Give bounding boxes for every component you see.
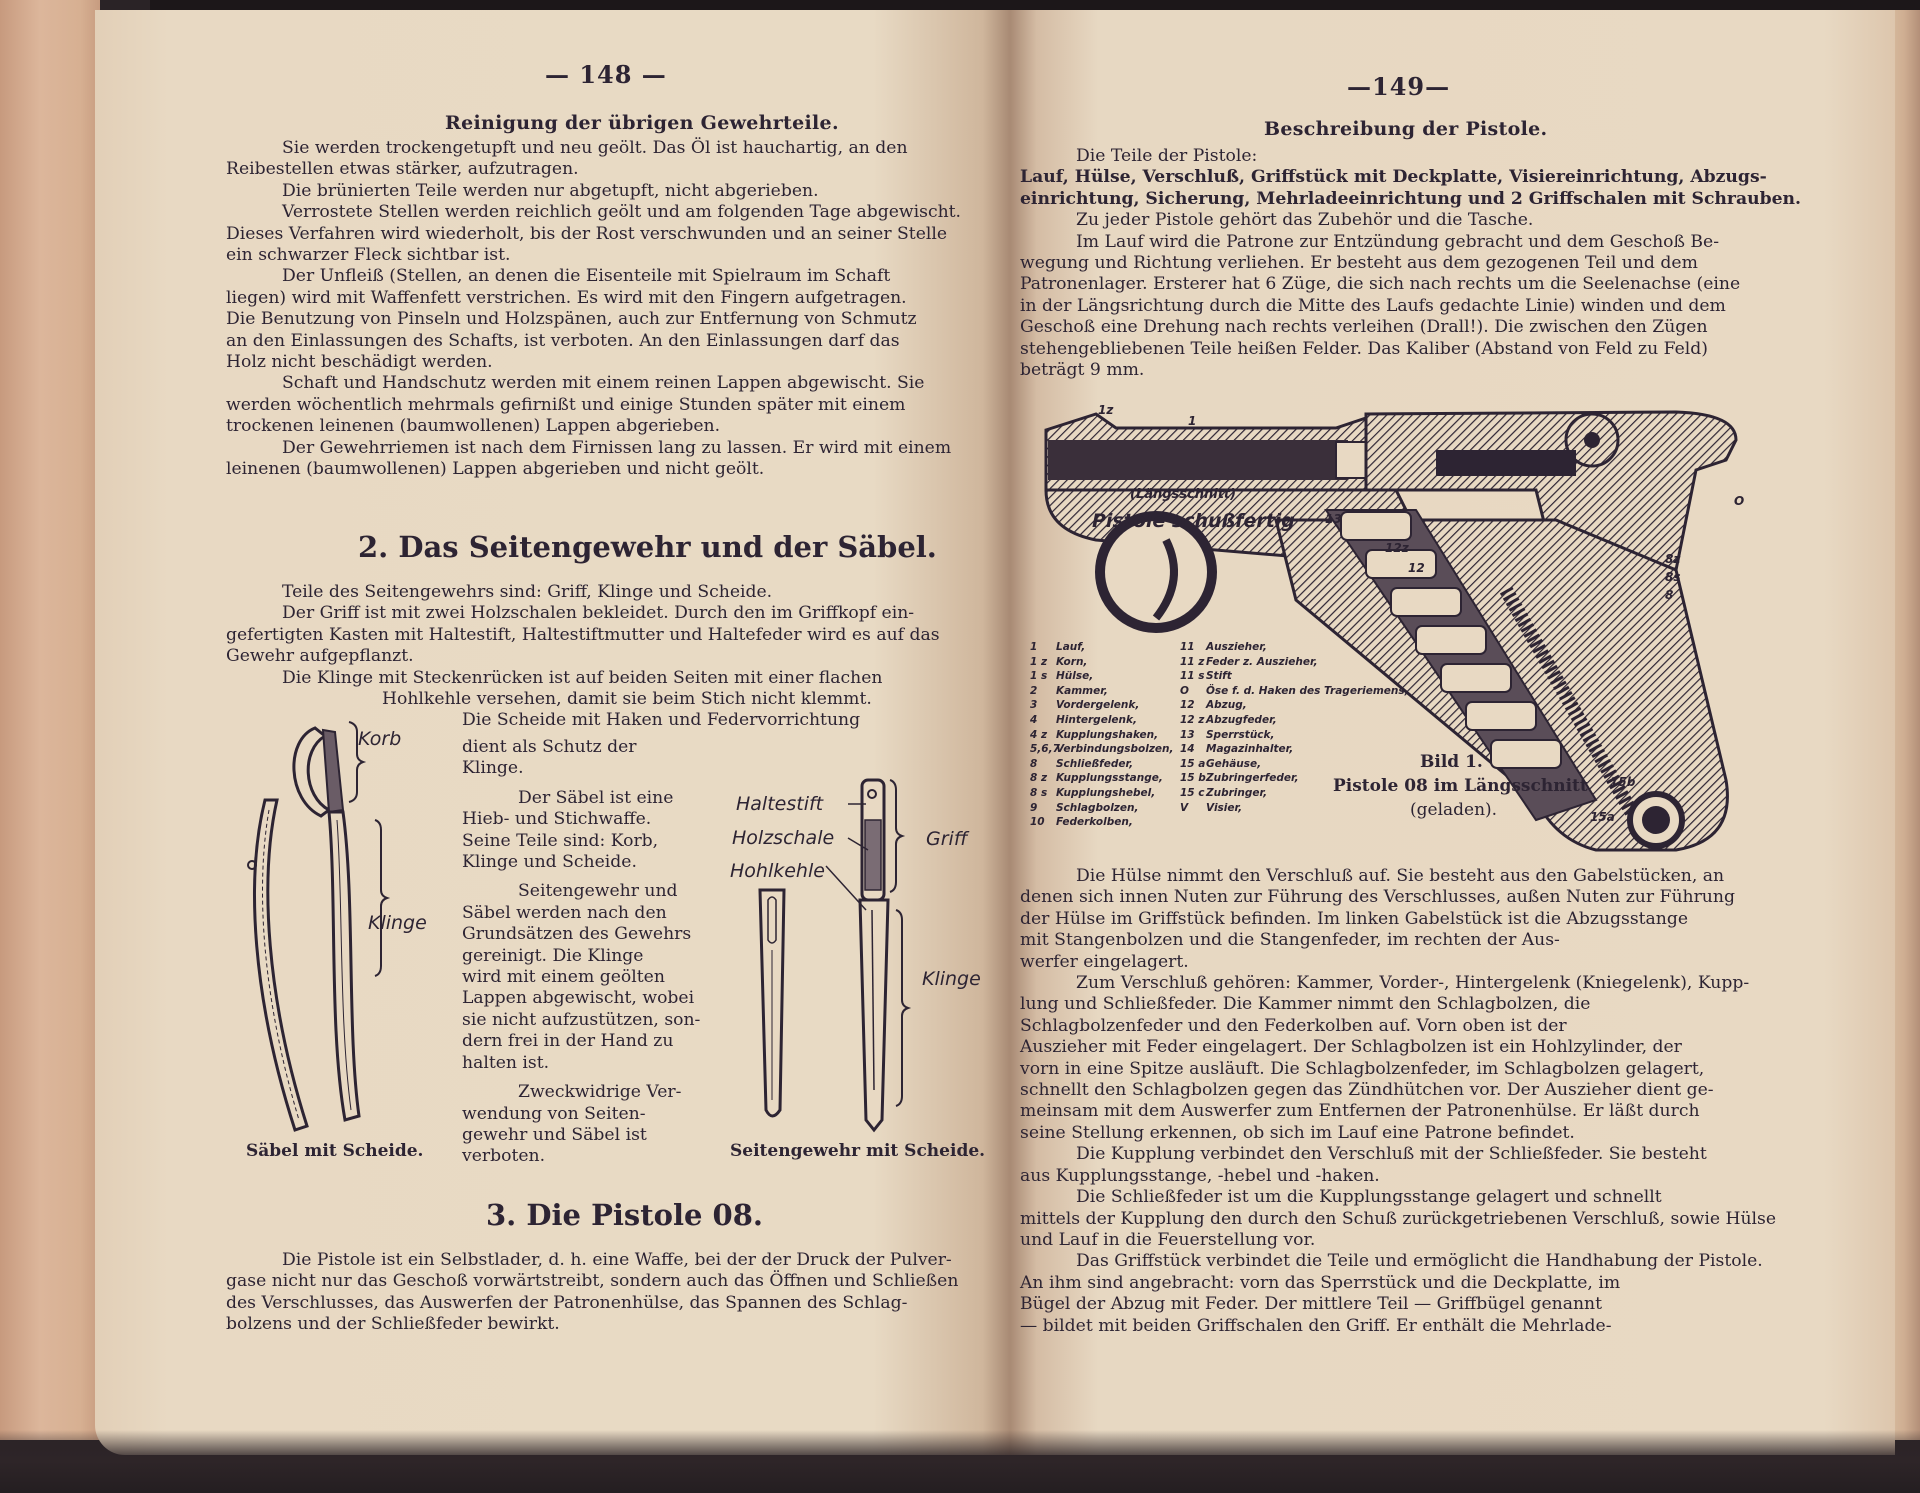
- text-line: wegung und Richtung verliehen. Er besteht aus dem gezogenen Teil und dem: [1020, 253, 1698, 274]
- legend-item: [1180, 742, 1409, 757]
- column-text-line: wird mit einem geölten: [462, 967, 665, 988]
- text-line: der Hülse im Griffstück befinden. Im linken Gabelstück ist die Abzugsstange: [1020, 908, 1689, 929]
- label-hohlkehle: Hohlkehle: [730, 860, 825, 882]
- legend-key: V: [1180, 801, 1189, 814]
- legend-label: Magazinhalter,: [1206, 743, 1294, 756]
- legend-key: 1 z: [1030, 655, 1048, 668]
- legend-key: 11: [1180, 641, 1195, 653]
- text-line: gefertigten Kasten mit Haltestift, Haltestiftmutter und Haltefeder wird es auf das: [226, 624, 940, 645]
- text-line: Schaft und Handschutz werden mit einem reinen Lappen abgewischt. Sie: [282, 373, 925, 394]
- text-line: Reibestellen etwas stärker, aufzutragen.: [226, 159, 579, 180]
- legend-item: [1030, 815, 1174, 830]
- text-line: Bügel der Abzug mit Feder. Der mittlere Teil — Griffbügel genannt: [1020, 1294, 1603, 1315]
- text-line: Schlagbolzenfeder und den Federkolben auf. Vorn oben ist der: [1020, 1015, 1567, 1036]
- legend-item: [1030, 684, 1174, 699]
- text-line: Die Benutzung von Pinseln und Holzspänen, auch zur Entfernung von Schmutz: [226, 309, 917, 330]
- legend-key: 12: [1180, 699, 1195, 712]
- column-text-line: Zweckwidrige Ver-: [518, 1082, 682, 1103]
- section-title-bayonet: 2. Das Seitengewehr und der Säbel.: [358, 530, 937, 564]
- text-line: lung und Schließfeder. Die Kammer nimmt den Schlagbolzen, die: [1020, 994, 1591, 1015]
- legend-key: 8 s: [1030, 786, 1048, 799]
- figure-caption-sub: (geladen).: [1410, 800, 1498, 820]
- text-line: Der Gewehrriemen ist nach dem Firnissen lang zu lassen. Er wird mit einem: [282, 437, 952, 458]
- legend-label: Hülse,: [1056, 670, 1094, 683]
- caption-bayonet: Seitengewehr mit Scheide.: [730, 1141, 986, 1161]
- column-text-line: verboten.: [462, 1146, 546, 1167]
- text-line: Dieses Verfahren wird wiederholt, bis der Rost verschwunden und an seiner Stelle: [226, 223, 948, 244]
- legend-item: [1180, 728, 1409, 743]
- parts-legend-column-1: [1030, 640, 1174, 830]
- column-text-line: Der Säbel ist eine: [518, 787, 674, 808]
- text-line: Die Teile der Pistole:: [1076, 146, 1258, 166]
- legend-item: [1180, 757, 1409, 772]
- caption-saber: Säbel mit Scheide.: [246, 1141, 424, 1161]
- legend-label: Federkolben,: [1056, 816, 1133, 829]
- column-text-line: sie nicht aufzustützen, son-: [462, 1009, 701, 1030]
- legend-item: [1030, 757, 1174, 772]
- part-mark-12: 12: [1408, 561, 1425, 575]
- legend-key: 8 z: [1030, 772, 1048, 785]
- text-line: meinsam mit dem Auswerfer zum Entfernen der Patronenhülse. Er läßt durch: [1020, 1101, 1700, 1122]
- text-line: Verrostete Stellen werden reichlich geölt und am folgenden Tage abgewischt.: [282, 202, 962, 223]
- legend-key: 1 s: [1030, 670, 1048, 683]
- text-line: Hohlkehle versehen, damit sie beim Stich nicht klemmt.: [382, 689, 872, 710]
- legend-item: [1030, 771, 1174, 786]
- figure-number: Bild 1.: [1420, 752, 1483, 772]
- column-text-line: Lappen abgewischt, wobei: [462, 988, 695, 1009]
- text-line: stehengebliebenen Teile heißen Felder. Das Kaliber (Abstand von Feld zu Feld): [1020, 338, 1708, 359]
- legend-item: [1030, 713, 1174, 728]
- text-line: werfer eingelagert.: [1020, 951, 1189, 972]
- legend-item: [1180, 669, 1409, 684]
- pistol-parts-paragraphs: [1020, 146, 1802, 381]
- text-line: — bildet mit beiden Griffschalen den Griff. Er enthält die Mehrlade-: [1020, 1315, 1612, 1336]
- text-line: Auszieher mit Feder eingelagert. Der Schlagbolzen ist ein Hohlzylinder, der: [1020, 1037, 1682, 1058]
- text-line: Der Griff ist mit zwei Holzschalen bekleidet. Durch den im Griffkopf ein-: [282, 603, 915, 624]
- legend-label: Hintergelenk,: [1056, 713, 1137, 726]
- legend-label: Schließfeder,: [1056, 757, 1134, 770]
- legend-item: [1030, 669, 1174, 684]
- text-line: Der Unfleiß (Stellen, an denen die Eisenteile mit Spielraum im Schaft: [282, 266, 891, 287]
- label-saber-klinge: Klinge: [368, 912, 427, 934]
- label-korb: Korb: [358, 728, 402, 750]
- part-mark-8s: 8s: [1665, 570, 1681, 584]
- legend-item: [1180, 801, 1409, 816]
- book-edge-left: [0, 0, 100, 1440]
- column-text-line: wendung von Seiten-: [462, 1103, 646, 1124]
- column-text-line: dient als Schutz der: [462, 737, 637, 757]
- legend-key: 8: [1030, 757, 1038, 770]
- part-mark-12z: 12z: [1385, 541, 1409, 555]
- legend-label: Kammer,: [1056, 684, 1108, 697]
- legend-key: 12 z: [1180, 713, 1205, 726]
- heading-cleaning: Reinigung der übrigen Gewehrteile.: [445, 112, 839, 134]
- legend-item: [1030, 786, 1174, 801]
- part-mark-15b: 15b: [1610, 775, 1636, 789]
- text-line: einrichtung, Sicherung, Mehrladeeinrichtung und 2 Griffschalen mit Schrauben.: [1020, 188, 1802, 209]
- text-line: bolzens und der Schließfeder bewirkt.: [226, 1314, 560, 1335]
- text-line: Teile des Seitengewehrs sind: Griff, Klinge und Scheide.: [282, 582, 773, 602]
- pistol-intro-paragraph: [226, 1250, 986, 1336]
- legend-key: 11 s: [1180, 670, 1205, 683]
- text-line: beträgt 9 mm.: [1020, 360, 1145, 381]
- legend-item: [1180, 640, 1409, 655]
- label-haltestift: Haltestift: [736, 793, 824, 815]
- legend-key: 15 c: [1180, 786, 1205, 799]
- figure-caption: Pistole 08 im Längsschnitt: [1333, 776, 1588, 796]
- legend-label: Visier,: [1206, 801, 1243, 814]
- text-line: Holz nicht beschädigt werden.: [226, 352, 493, 373]
- text-line: Sie werden trockengetupft und neu geölt. Das Öl ist hauchartig, an den: [282, 138, 908, 158]
- column-text-line: Grundsätzen des Gewehrs: [462, 924, 692, 945]
- saber-column-text: [462, 737, 712, 1168]
- text-line: Das Griffstück verbindet die Teile und ermöglicht die Handhabung der Pistole.: [1076, 1251, 1763, 1272]
- text-line: Die brünierten Teile werden nur abgetupft, nicht abgerieben.: [282, 180, 819, 201]
- legend-key: 15 b: [1180, 772, 1206, 785]
- text-line: schnellt den Schlagbolzen gegen das Zündhütchen vor. Der Auszieher dient ge-: [1020, 1080, 1714, 1101]
- text-line: denen sich innen Nuten zur Führung des Verschlusses, außen Nuten zur Führung: [1020, 887, 1735, 908]
- legend-key: 4 z: [1030, 728, 1048, 741]
- text-line: vorn in eine Spitze ausläuft. Die Schlagbolzenfeder, im Schlagbolzen gelagert,: [1020, 1058, 1705, 1079]
- text-line: liegen) wird mit Waffenfett verstrichen. Es wird mit den Fingern aufgetragen.: [226, 287, 907, 308]
- legend-label: Schlagbolzen,: [1056, 801, 1139, 814]
- legend-key: 9: [1030, 801, 1038, 814]
- label-longitudinal-section: (Längsschnitt): [1130, 487, 1237, 502]
- part-mark-8: 8: [1665, 588, 1674, 602]
- legend-key: 14: [1180, 743, 1195, 756]
- legend-label: Verbindungsbolzen,: [1056, 743, 1174, 756]
- label-griff: Griff: [926, 828, 968, 850]
- text-line: Zu jeder Pistole gehört das Zubehör und die Tasche.: [1076, 210, 1534, 231]
- text-line: trockenen leinenen (baumwollenen) Lappen abgerieben.: [226, 416, 721, 437]
- legend-label: Sperrstück,: [1206, 728, 1275, 741]
- legend-item: [1030, 801, 1174, 816]
- text-line: an den Einlassungen des Schafts, ist verboten. An den Einlassungen darf das: [226, 330, 900, 351]
- text-line: Die Schließfeder ist um die Kupplungsstange gelagert und schnellt: [1076, 1187, 1662, 1208]
- text-line: und Lauf in die Feuerstellung vor.: [1020, 1229, 1316, 1250]
- part-mark-1: 1: [1188, 414, 1197, 428]
- text-line: Die Pistole ist ein Selbstlader, d. h. eine Waffe, bei der der Druck der Pulver-: [282, 1250, 952, 1270]
- column-text-line: Klinge.: [462, 758, 524, 779]
- legend-key: 11 z: [1180, 655, 1205, 668]
- legend-label: Kupplungshaken,: [1056, 728, 1159, 741]
- text-line: seine Stellung erkennen, ob sich im Lauf eine Patrone befindet.: [1020, 1122, 1575, 1143]
- legend-key: 13: [1180, 728, 1195, 741]
- column-text-line: Seine Teile sind: Korb,: [462, 830, 659, 851]
- legend-item: [1180, 698, 1409, 713]
- legend-item: [1180, 713, 1409, 728]
- page-number-148: — 148 —: [545, 60, 667, 89]
- legend-label: Feder z. Auszieher,: [1206, 655, 1318, 668]
- column-text-line: Hieb- und Stichwaffe.: [462, 809, 652, 830]
- legend-item: [1030, 640, 1174, 655]
- column-text-line: halten ist.: [462, 1052, 550, 1073]
- legend-item: [1030, 728, 1174, 743]
- text-line: mittels der Kupplung den durch den Schuß zurückgetriebenen Verschluß, sowie Hülse: [1020, 1208, 1777, 1229]
- text-line: in der Längsrichtung durch die Mitte des Laufs gedachte Linie) winden und dem: [1020, 295, 1726, 316]
- part-mark-15a: 15a: [1590, 810, 1615, 824]
- legend-label: Lauf,: [1056, 641, 1086, 653]
- label-ready-to-fire: Pistole schußfertig: [1092, 510, 1295, 532]
- text-line: aus Kupplungsstange, -hebel und -haken.: [1020, 1165, 1380, 1186]
- legend-key: 4: [1030, 713, 1038, 726]
- legend-key: O: [1180, 684, 1189, 697]
- column-text-line: gewehr und Säbel ist: [462, 1124, 647, 1145]
- text-line: des Verschlusses, das Auswerfen der Patronenhülse, das Spannen des Schlag-: [226, 1292, 908, 1313]
- column-text-line: gereinigt. Die Klinge: [462, 945, 644, 966]
- label-holzschale: Holzschale: [732, 827, 835, 849]
- legend-item: [1030, 742, 1174, 757]
- legend-label: Auszieher,: [1206, 641, 1267, 653]
- legend-key: 15 a: [1180, 757, 1206, 770]
- legend-label: Vordergelenk,: [1056, 699, 1140, 712]
- cleaning-paragraphs: [226, 138, 986, 481]
- legend-item: [1030, 655, 1174, 670]
- part-mark-13: 13: [1325, 512, 1342, 526]
- legend-label: Kupplungsstange,: [1056, 772, 1163, 785]
- legend-key: 10: [1030, 816, 1045, 829]
- legend-key: 5,6,7: [1030, 743, 1060, 756]
- text-line: werden wöchentlich mehrmals gefirnißt und einige Stunden später mit einem: [226, 394, 906, 415]
- legend-label: Korn,: [1056, 655, 1088, 668]
- legend-label: Zubringer,: [1206, 786, 1268, 799]
- text-line: An ihm sind angebracht: vorn das Sperrstück und die Deckplatte, im: [1020, 1272, 1621, 1293]
- text-line: Die Kupplung verbindet den Verschluß mit der Schließfeder. Sie besteht: [1076, 1144, 1707, 1165]
- legend-label: Gehäuse,: [1206, 757, 1262, 770]
- legend-label: Abzug,: [1206, 699, 1247, 712]
- legend-key: 2: [1030, 684, 1038, 697]
- text-line: mit Stangenbolzen und die Stangenfeder, im rechten der Aus-: [1020, 930, 1560, 951]
- legend-item: [1180, 684, 1409, 699]
- part-mark-1z: 1z: [1098, 403, 1114, 417]
- text-line: Patronenlager. Ersterer hat 6 Züge, die sich nach rechts um die Seelenachse (eine: [1020, 274, 1741, 295]
- page-number-149: —149—: [1347, 72, 1451, 101]
- background-bottom: [0, 1430, 1920, 1493]
- column-text-line: Seitengewehr und: [518, 881, 678, 902]
- text-line: Die Scheide mit Haken und Federvorrichtung: [462, 710, 861, 731]
- legend-label: Abzugfeder,: [1206, 713, 1277, 726]
- column-text-line: dern frei in der Hand zu: [462, 1031, 674, 1052]
- pistol-description-body: [1020, 866, 1790, 1337]
- section-title-pistol: 3. Die Pistole 08.: [486, 1198, 763, 1232]
- label-bayonet-klinge: Klinge: [922, 968, 981, 990]
- column-text-line: Klinge und Scheide.: [462, 852, 637, 873]
- text-line: Zum Verschluß gehören: Kammer, Vorder-, Hintergelenk (Kniegelenk), Kupp-: [1076, 973, 1750, 994]
- part-mark-8z: 8z: [1665, 552, 1681, 566]
- legend-key: 1: [1030, 641, 1038, 653]
- legend-label: Zubringerfeder,: [1206, 772, 1299, 785]
- legend-key: 3: [1030, 699, 1038, 712]
- bayonet-illustration: [750, 770, 990, 1130]
- text-line: ein schwarzer Fleck sichtbar ist.: [226, 245, 511, 266]
- legend-label: Kupplungshebel,: [1056, 786, 1156, 799]
- text-line: Gewehr aufgepflanzt.: [226, 646, 414, 667]
- text-line: Lauf, Hülse, Verschluß, Griffstück mit Deckplatte, Visiereinrichtung, Abzugs-: [1020, 167, 1767, 188]
- text-line: leinenen (baumwollenen) Lappen abgerieben und nicht geölt.: [226, 459, 765, 480]
- legend-item: [1180, 655, 1409, 670]
- text-line: Im Lauf wird die Patrone zur Entzündung gebracht und dem Geschoß Be-: [1076, 231, 1720, 252]
- text-line: Die Klinge mit Steckenrücken ist auf beiden Seiten mit einer flachen: [282, 667, 883, 688]
- text-line: Geschoß eine Drehung nach rechts verleihen (Drall!). Die zwischen den Zügen: [1020, 317, 1708, 338]
- text-line: gase nicht nur das Geschoß vorwärtstreibt, sondern auch das Öffnen und Schließen: [226, 1271, 959, 1292]
- legend-label: Öse f. d. Haken des Trageriemens,: [1206, 684, 1409, 697]
- text-line: Die Hülse nimmt den Verschluß auf. Sie besteht aus den Gabelstücken, an: [1076, 866, 1725, 886]
- legend-label: Stift: [1206, 670, 1232, 683]
- column-text-line: Säbel werden nach den: [462, 902, 667, 923]
- part-mark-o: O: [1734, 494, 1745, 508]
- legend-item: [1030, 698, 1174, 713]
- heading-pistol-description: Beschreibung der Pistole.: [1264, 118, 1548, 140]
